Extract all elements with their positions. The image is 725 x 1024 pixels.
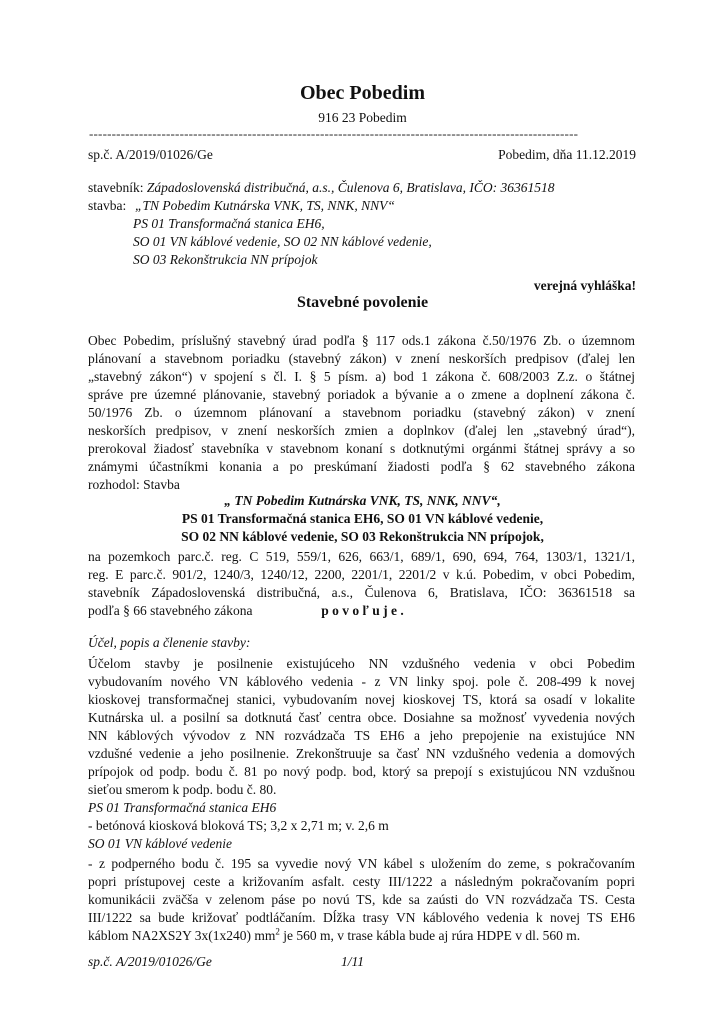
parcel-line: reg. E parc.č. 901/2, 1240/3, 1240/12, 2200, 2201/1, 2201/2 v k.ú. Pobedim, v obci Pobedim, xyxy=(88,567,635,582)
so01-line: III/1222 sa bude križovať podtláčaním. Dĺžka trasy VN káblového vedenia k novej TS EH6 xyxy=(88,910,635,925)
intro-line: správe pre územné plánovanie, stavebný poriadok a bývanie a o zmene a doplnení zákona č. xyxy=(88,387,635,402)
builder-line xyxy=(88,180,554,196)
cable-length: je 560 m, v trase kábla bude aj rúra HDPE v dl. 560 m. xyxy=(279,928,581,943)
municipality-title: Obec Pobedim xyxy=(300,82,425,104)
purpose-line: Účelom stavby je posilnenie existujúceho NN vzdušného vedenia v obci Pobedim xyxy=(88,656,635,671)
so01-line: popri prístupovej ceste a križovaním asfalt. cesty III/1222 a následným pokračovaním popri xyxy=(88,874,635,889)
stavba-name-centered: „ TN Pobedim Kutnárska VNK, TS, NNK, NNV“, xyxy=(224,493,501,508)
intro-line: neskorších predpisov, v znení neskorších zmien a doplnkov (ďalej len „stavebný úrad“), xyxy=(88,423,635,438)
section-title: Účel, popis a členenie stavby: xyxy=(88,635,251,650)
cable-spec: káblom NA2XS2Y 3x(1x240) mm xyxy=(88,928,276,943)
so01-line: komunikácii zväčša v zelenom páse po novú TS, kde sa zaústi do VN rozvádzača TS. Cesta xyxy=(88,892,635,907)
intro-line: prerokoval žiadosť stavebníka v stavebnom konaní s dotknutými orgánmi štátnej správy a so xyxy=(88,441,635,456)
purpose-line: kioskovej transformačnej stanici, vybudovaním novej kioskovej TS, ktorá sa osadí v lokalite xyxy=(88,692,635,707)
so01-title: SO 01 VN káblové vedenie xyxy=(88,836,232,851)
purpose-line: NN káblových vývodov z NN rozvádzača TS EH6 a jeho prepojenie na existujúce NN xyxy=(88,728,635,743)
ps01-title: PS 01 Transformačná stanica EH6 xyxy=(88,800,277,815)
purpose-line: Kutnárska ul. a posilní sa dotknutá časť centra obce. Dosiahne sa možnosť vyvedenia nových xyxy=(88,710,635,725)
footer-page-number: 1/11 xyxy=(341,954,364,969)
stavba-line: SO 03 Rekonštrukcia NN prípojok xyxy=(133,252,318,267)
public-notice: verejná vyhláška! xyxy=(533,278,636,293)
document-title: Stavebné povolenie xyxy=(296,294,429,311)
file-number: sp.č. A/2019/01026/Ge xyxy=(88,147,213,162)
superscript: 2 xyxy=(275,926,280,937)
stavba-line: SO 01 VN káblové vedenie, SO 02 NN káblové vedenie, xyxy=(133,234,432,249)
so01-line: - z podperného bodu č. 195 sa vyvedie nový VN kábel s uložením do zeme, s pokračovaním xyxy=(88,856,635,871)
verdict: p o v o ľ u j e . xyxy=(321,603,404,618)
parcel-line: na pozemkoch parc.č. reg. C 519, 559/1, 626, 663/1, 689/1, 690, 694, 764, 1303/1, 1321/1, xyxy=(88,549,635,564)
intro-line: rozhodol: Stavba xyxy=(88,477,180,492)
builder-value: Západoslovenská distribučná, a.s., Čulenova 6, Bratislava, IČO: 36361518 xyxy=(146,180,555,195)
stavba-line: PS 01 Transformačná stanica EH6, xyxy=(133,216,325,231)
municipality-address: 916 23 Pobedim xyxy=(318,110,407,125)
intro-line: 50/1976 Zb. o územnom plánovaní a stavebnom poriadku (stavebný zákon) v znení xyxy=(88,405,635,420)
stavba-parts-centered: SO 02 NN káblové vedenie, SO 03 Rekonštrukcia NN prípojok, xyxy=(181,529,544,544)
purpose-line: sieťou smerom k podp. bodu č. 80. xyxy=(88,782,277,797)
parcel-line: stavebník Západoslovenská distribučná, a.s., Čulenova 6, Bratislava, IČO: 36361518 sa xyxy=(88,585,635,600)
parcel-line: podľa § 66 stavebného zákona xyxy=(88,603,253,618)
purpose-line: prípojok od podp. bodu č. 81 po nový podp. bod, ktorý sa prepojí s existujúcou NN vzdušnou xyxy=(88,764,635,779)
intro-line: Obec Pobedim, príslušný stavebný úrad podľa § 117 ods.1 zákona č.50/1976 Zb. o územnom xyxy=(88,333,635,348)
stavba-line: „TN Pobedim Kutnárska VNK, TS, NNK, NNV“ xyxy=(135,198,395,213)
place-date: Pobedim, dňa 11.12.2019 xyxy=(498,147,636,162)
intro-line: plánovaní a stavebnom poriadku (stavebný zákon) v znení neskorších predpisov (ďalej len xyxy=(88,351,635,366)
stavba-label: stavba: xyxy=(88,198,127,213)
so01-line xyxy=(88,928,580,944)
purpose-line: vybudovaním nového VN káblového vedenia - z VN linky spoj. pole č. 208-499 k novej xyxy=(88,674,635,689)
intro-line: „stavebný zákon“) v spojení s čl. I. § 5 písm. a) bod 1 zákona č. 608/2003 Z.z. o štátnej xyxy=(88,369,635,384)
footer-file-number: sp.č. A/2019/01026/Ge xyxy=(88,954,212,969)
header-separator: ------------------------------------------------------------------------------------------------------------ xyxy=(89,126,579,141)
intro-line: známymi účastníkmi konania a po preskúmaní žiadosti podľa § 62 stavebného zákona xyxy=(88,459,635,474)
purpose-line: vzdušné vedenie a jeho posilnenie. Zrekonštruuje sa časť NN vzdušného vedenia a domových xyxy=(88,746,635,761)
stavba-parts-centered: PS 01 Transformačná stanica EH6, SO 01 VN káblové vedenie, xyxy=(181,511,544,526)
ps01-item: - betónová kiosková bloková TS; 3,2 x 2,71 m; v. 2,6 m xyxy=(88,818,389,833)
builder-label: stavebník: xyxy=(88,180,144,195)
